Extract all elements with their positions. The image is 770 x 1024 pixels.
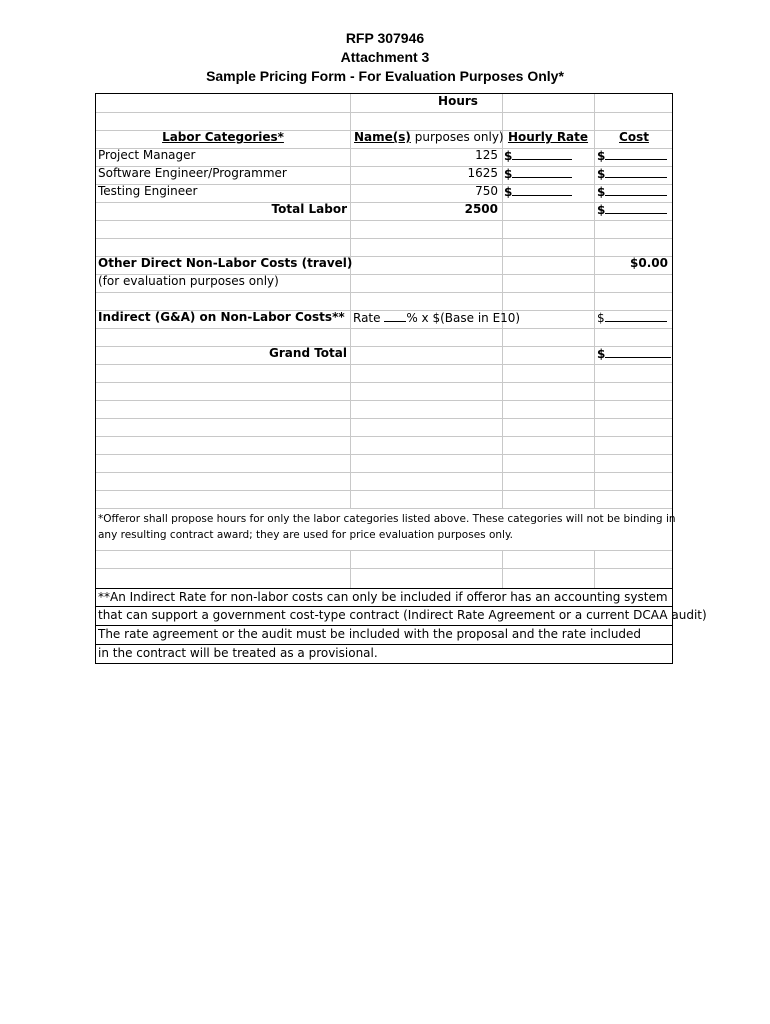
footnote-indirect-line2: that can support a government cost-type contract (Indirect Rate Agreement or a current DCAA audit) <box>98 608 707 622</box>
hours-value: 125 <box>475 148 498 162</box>
hourly-rate-blank[interactable] <box>512 166 572 178</box>
indirect-rate-formula <box>353 310 520 326</box>
cost-currency: $ <box>597 185 606 199</box>
cost-currency: $ <box>597 347 606 361</box>
grid-line <box>96 625 672 626</box>
hours-value: 750 <box>475 184 498 198</box>
attachment-title: Attachment 3 <box>340 49 430 65</box>
hourly-rate-currency: $ <box>504 185 513 199</box>
total-labor-cost-field[interactable] <box>597 202 667 218</box>
hourly-rate-currency: $ <box>504 167 513 181</box>
grid-column-line <box>502 550 503 588</box>
other-direct-costs-note: (for evaluation purposes only) <box>98 274 279 288</box>
footnote-labor-line1: *Offeror shall propose hours for only the labor categories listed above. These categories will not be binding in <box>98 513 676 525</box>
grid-line <box>96 418 672 419</box>
cost-blank[interactable] <box>605 184 667 196</box>
grid-line <box>96 644 672 645</box>
grid-line <box>96 328 672 329</box>
cost-field[interactable] <box>597 166 667 182</box>
names-header <box>354 130 504 145</box>
cost-currency: $ <box>597 149 606 163</box>
grid-line <box>96 436 672 437</box>
grid-column-line <box>350 94 351 508</box>
cost-header: Cost <box>619 130 649 144</box>
grid-line <box>96 400 672 401</box>
grid-line <box>96 292 672 293</box>
hourly-rate-field[interactable] <box>504 184 572 200</box>
cost-blank[interactable] <box>605 166 667 178</box>
grid-column-line <box>594 94 595 508</box>
labor-category-software-engineer: Software Engineer/Programmer <box>98 166 287 180</box>
cost-currency: $ <box>597 167 606 181</box>
other-direct-costs-value: $0.00 <box>630 256 668 270</box>
indirect-costs-label: Indirect (G&A) on Non-Labor Costs** <box>98 310 345 324</box>
labor-category-project-manager: Project Manager <box>98 148 196 162</box>
footnote-indirect-line1: **An Indirect Rate for non-labor costs can only be included if offeror has an accounting system <box>98 590 668 604</box>
form-title: Sample Pricing Form - For Evaluation Purposes Only* <box>206 68 564 84</box>
footnote-indirect-line3: The rate agreement or the audit must be included with the proposal and the rate included <box>98 627 642 641</box>
grid-line <box>96 606 672 607</box>
grand-total-label: Grand Total <box>269 346 347 360</box>
grid-line <box>96 220 672 221</box>
grid-column-line <box>502 94 503 508</box>
cost-currency: $ <box>597 311 605 325</box>
cost-blank[interactable] <box>605 346 671 358</box>
cost-blank[interactable] <box>605 148 667 160</box>
grid-line <box>96 490 672 491</box>
cost-blank[interactable] <box>605 310 667 322</box>
hourly-rate-blank[interactable] <box>512 148 572 160</box>
names-header-suffix: purposes only) <box>414 130 504 144</box>
hourly-rate-field[interactable] <box>504 166 572 182</box>
footnote-indirect-line4: in the contract will be treated as a provisional. <box>98 646 378 660</box>
cost-blank[interactable] <box>605 202 667 214</box>
rate-prefix: Rate <box>353 311 381 325</box>
grid-column-line <box>594 550 595 588</box>
grid-line <box>96 454 672 455</box>
indirect-cost-field[interactable] <box>597 310 667 326</box>
hourly-rate-blank[interactable] <box>512 184 572 196</box>
cost-field[interactable] <box>597 148 667 164</box>
rate-blank[interactable] <box>384 310 406 322</box>
pricing-form-table <box>95 93 707 664</box>
hourly-rate-currency: $ <box>504 149 513 163</box>
hours-value: 1625 <box>467 166 498 180</box>
rfp-number: RFP 307946 <box>345 30 425 46</box>
grid-line <box>96 472 672 473</box>
grid-line <box>96 382 672 383</box>
footnote-labor-line2: any resulting contract award; they are used for price evaluation purposes only. <box>98 529 514 541</box>
labor-category-testing-engineer: Testing Engineer <box>98 184 198 198</box>
cost-currency: $ <box>597 203 606 217</box>
hourly-rate-header: Hourly Rate <box>507 130 589 144</box>
rate-suffix: % x $(Base in E10) <box>406 311 521 325</box>
grand-total-cost-field[interactable] <box>597 346 671 362</box>
grid-line <box>96 588 672 589</box>
grid-line <box>96 508 672 509</box>
grid-line <box>96 364 672 365</box>
total-labor-label: Total Labor <box>271 202 347 216</box>
grid-line <box>96 550 672 551</box>
total-hours-value: 2500 <box>464 202 498 216</box>
other-direct-costs-label: Other Direct Non-Labor Costs (travel) <box>98 256 353 270</box>
labor-categories-header: Labor Categories* <box>162 130 284 144</box>
grid-line <box>96 568 672 569</box>
grid-line <box>96 238 672 239</box>
hours-header: Hours <box>438 94 478 108</box>
hourly-rate-field[interactable] <box>504 148 572 164</box>
cost-field[interactable] <box>597 184 667 200</box>
grid-column-line <box>350 550 351 588</box>
grid-line <box>96 112 672 113</box>
names-header-label: Name(s) <box>354 130 411 144</box>
